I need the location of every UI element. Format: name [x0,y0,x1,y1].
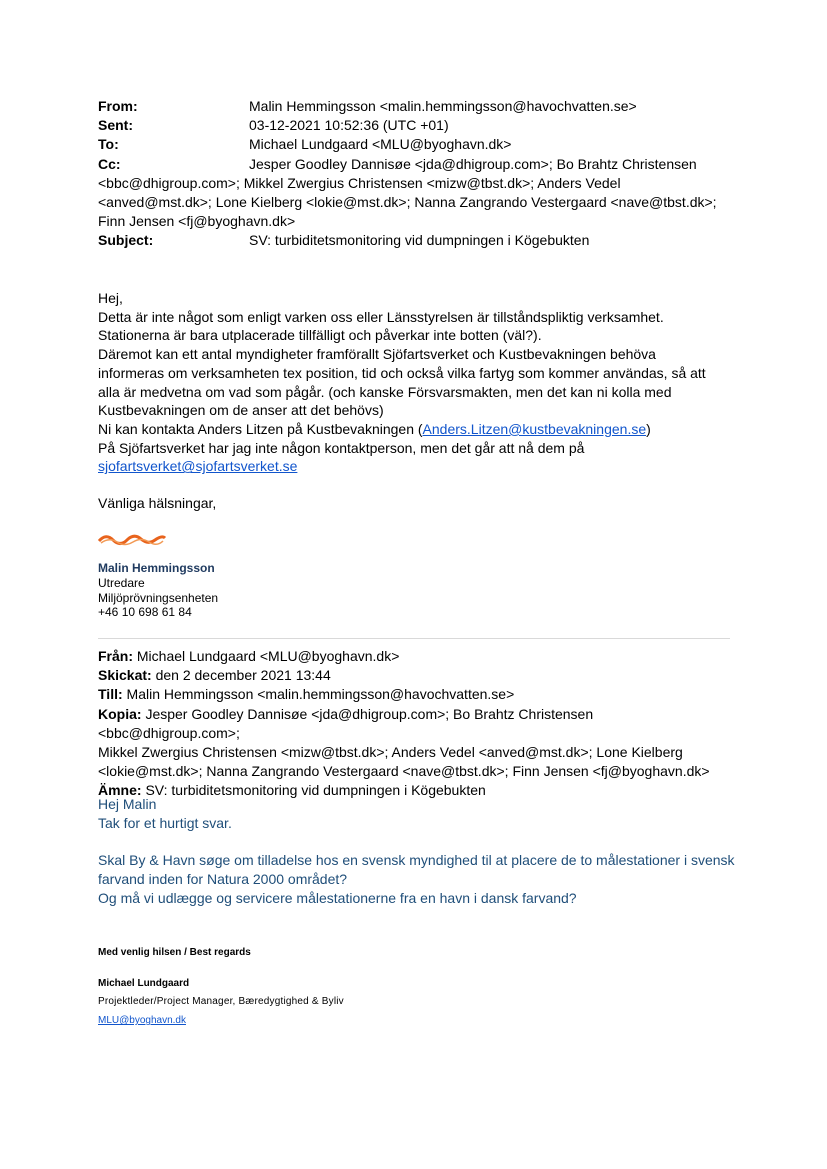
reply-body [98,289,738,476]
cc-value-line-2: <bbc@dhigroup.com>; Mikkel Zwergius Christensen <mizw@tbst.dk>; Anders Vedel [98,174,621,191]
cc-row [98,155,738,174]
quoted-line: Og må vi udlægge og servicere målestationerne fra en havn i dansk farvand? [98,889,577,906]
cc-label: Cc: [98,155,121,172]
quoted-to-label: Till: [98,686,123,703]
quoted-signature-email-row [98,1015,344,1027]
from-row [98,97,738,116]
sent-row [98,116,738,135]
cc-value-line-1: Jesper Goodley Dannisøe <jda@dhigroup.com>; Bo Brahtz Christensen [249,155,697,172]
kustbevakningen-email-link[interactable]: Anders.Litzen@kustbevakningen.se [422,420,647,437]
signature-phone: +46 10 698 61 84 [98,605,192,620]
quoted-signature [98,947,344,1027]
reply-line: Detta är inte något som enligt varken oss eller Länsstyrelsen är tillståndspliktig verksamhet. [98,308,664,325]
quoted-signature-name: Michael Lundgaard [98,978,190,989]
reply-line [98,420,738,439]
quoted-signature-email-link[interactable]: MLU@byoghavn.dk [98,1015,186,1026]
to-label: To: [98,136,119,153]
sent-value: 03-12-2021 10:52:36 (UTC +01) [249,117,449,134]
quoted-sent-value: den 2 december 2021 13:44 [151,667,331,684]
quoted-to-row [98,685,738,704]
from-label: From: [98,98,138,114]
quoted-body [98,795,738,908]
signature-title: Utredare [98,575,145,590]
spacer [98,833,738,851]
reply-text: ) [646,420,651,437]
sjofartsverket-email-link[interactable]: sjofartsverket@sjofartsverket.se [98,458,298,475]
quoted-from-row [98,647,738,666]
subject-row [98,231,738,250]
quoted-cc-line-3: <lokie@mst.dk>; Nanna Zangrando Vestergaard <nave@tbst.dk>; Finn Jensen <fj@byoghavn.dk> [98,763,710,780]
quoted-from-label: Från: [98,648,133,664]
quoted-line: Hej Malin [98,796,157,812]
reply-text: Ni kan kontakta Anders Litzen på Kustbevakningen ( [98,420,423,437]
quoted-from-value: Michael Lundgaard <MLU@byoghavn.dk> [133,648,400,664]
reply-line: informeras om verksamheten tex position, tid och också vilka fartyg som kommer användas, så att [98,364,706,381]
cc-value-line-3: <anved@mst.dk>; Lone Kielberg <lokie@mst.dk>; Nanna Zangrando Vestergaard <nave@tbst.dk>; [98,194,717,211]
from-value: Malin Hemmingsson <malin.hemmingsson@havochvatten.se> [249,98,637,114]
agency-wave-logo [97,530,167,551]
reply-line: Däremot kan ett antal myndigheter framförallt Sjöfartsverket och Kustbevakningen behöva [98,346,656,363]
quoted-cc-row [98,705,738,743]
quoted-line: Skal By & Havn søge om tilladelse hos en svensk myndighed til at placere de to målestationer i svensk [98,851,735,868]
reply-line: Stationerna är bara utplacerade tillfälligt och påverkar inte botten (väl?). [98,327,542,344]
closing-greeting: Vänliga hälsningar, [98,495,217,511]
quoted-subject-value: SV: turbiditetsmonitoring vid dumpningen i Kögebukten [141,782,486,799]
quoted-sent-label: Skickat: [98,667,152,684]
reply-line: Kustbevakningen om de anser att det behövs) [98,402,384,419]
reply-line: På Sjöfartsverket har jag inte någon kontaktperson, men det går att nå dem på [98,439,585,456]
subject-label: Subject: [98,232,154,249]
quoted-header [98,647,738,801]
to-value: Michael Lundgaard <MLU@byoghavn.dk> [249,136,512,153]
quoted-subject-label: Ämne: [98,782,142,799]
to-row [98,135,738,154]
subject-value: SV: turbiditetsmonitoring vid dumpningen i Kögebukten [249,232,590,249]
quoted-signature-title: Projektleder/Project Manager, Bæredygtighed & Byliv [98,996,344,1007]
cc-value-line-4: Finn Jensen <fj@byoghavn.dk> [98,213,296,230]
quoted-sent-row [98,666,738,685]
quoted-cc-line-1: Jesper Goodley Dannisøe <jda@dhigroup.com>; Bo Brahtz Christensen <bbc@dhigroup.com>; [98,705,594,741]
email-header [98,97,738,251]
quoted-line: farvand inden for Natura 2000 området? [98,870,348,887]
divider [98,638,730,639]
quoted-cc-label: Kopia: [98,705,142,722]
quoted-line: Tak for et hurtigt svar. [98,814,232,831]
reply-line: Hej, [98,290,123,306]
regards-line: Med venlig hilsen / Best regards [98,947,251,958]
sent-label: Sent: [98,117,133,134]
signature-name: Malin Hemmingsson [98,561,215,575]
quoted-cc-line-2: Mikkel Zwergius Christensen <mizw@tbst.dk>; Anders Vedel <anved@mst.dk>; Lone Kielberg [98,744,683,761]
signature-block [98,561,218,620]
reply-line [98,457,738,476]
quoted-to-value: Malin Hemmingsson <malin.hemmingsson@havochvatten.se> [122,686,515,703]
signature-unit: Miljöprövningsenheten [98,590,219,605]
reply-line: alla är medvetna om vad som pågår. (och kanske Försvarsmakten, men det kan ni kolla med [98,383,672,400]
